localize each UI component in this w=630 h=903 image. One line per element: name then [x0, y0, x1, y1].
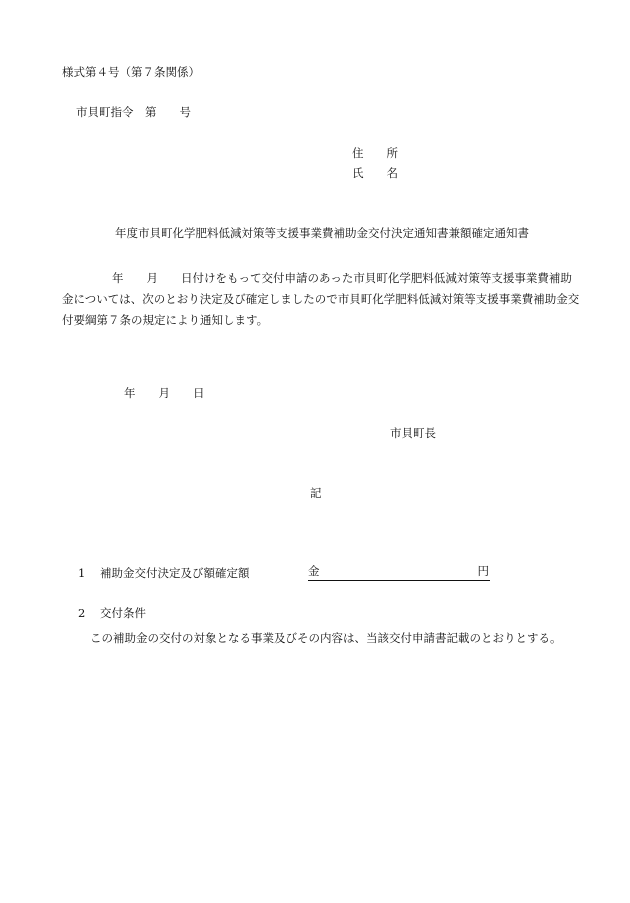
- form-label: 様式第４号（第７条関係）: [62, 65, 200, 79]
- address-label: 住 所: [352, 146, 398, 160]
- document-title: 年度市貝町化学肥料低減対策等支援事業費補助金交付決定通知書兼額確定通知書: [115, 226, 529, 240]
- item-1-label: 補助金交付決定及び額確定額: [100, 566, 250, 580]
- name-label: 氏 名: [352, 166, 398, 180]
- note-heading: 記: [310, 486, 322, 500]
- amount-line: [308, 566, 490, 581]
- issue-date: 年 月 日: [124, 386, 205, 400]
- item-1-number: 1: [78, 566, 86, 580]
- conditions-text: この補助金の交付の対象となる事業及びその内容は、当該交付申請書記載のとおりとする。: [90, 631, 562, 645]
- item-2-label: 交付条件: [100, 606, 146, 620]
- document-number: 市貝町指令 第 号: [76, 105, 191, 119]
- issuer-name: 市貝町長: [390, 426, 436, 440]
- amount-suffix: 円: [477, 564, 489, 578]
- amount-prefix: 金: [308, 564, 320, 578]
- item-2-number: 2: [78, 606, 86, 620]
- notice-body-text: 年 月 日付けをもって交付申請のあった市貝町化学肥料低減対策等支援事業費補助金については、次のとおり決定及び確定しましたので市貝町化学肥料低減対策等支援事業費補助金交付要綱第７条の規定により通知します。: [62, 271, 580, 327]
